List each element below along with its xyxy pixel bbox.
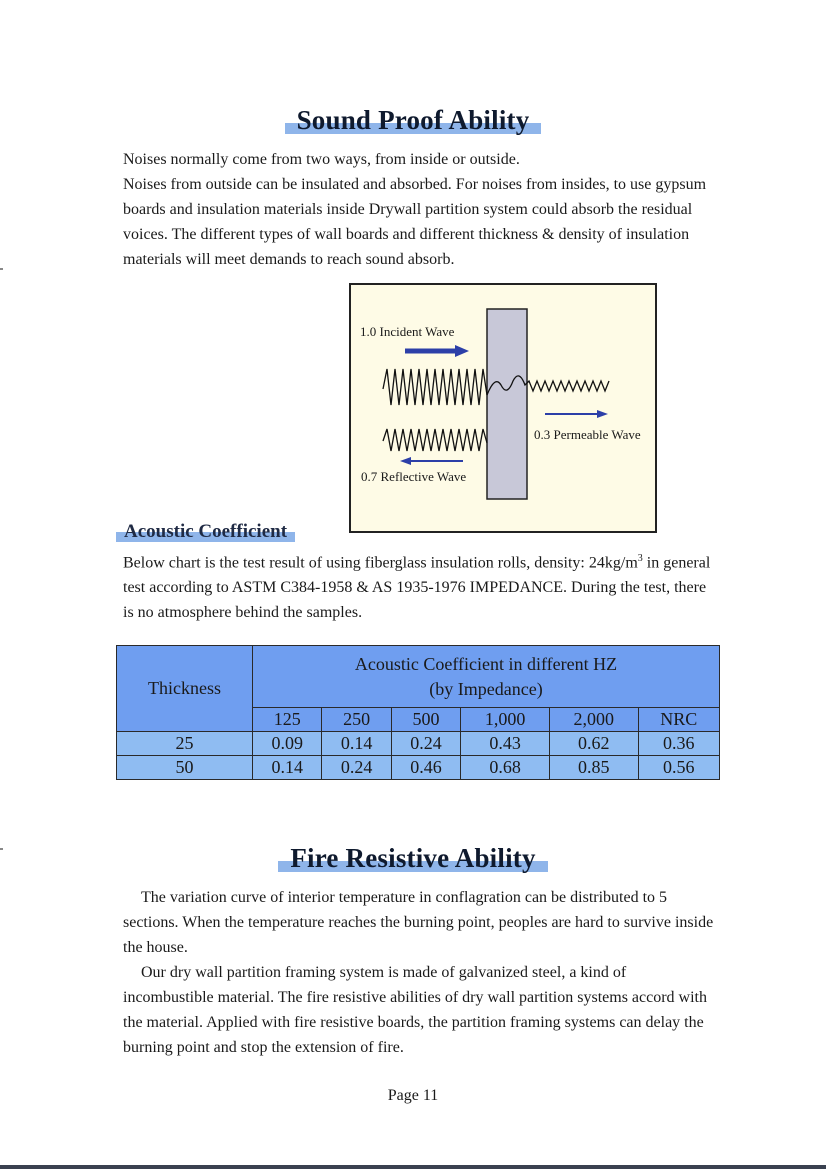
sound-proof-title-text: Sound Proof Ability [285,105,542,136]
acoustic-heading: Acoustic Coefficient [116,521,295,543]
reflective-wave [383,429,487,451]
table-row [117,756,720,780]
acoustic-coefficient-table [116,645,720,780]
edge-mark [0,268,3,270]
sound-wave-diagram [349,283,657,533]
coefficient-group-header [253,646,720,708]
value-cell: 0.62 [549,732,638,756]
thickness-cell: 50 [117,756,253,780]
permeable-arrow-head [597,410,608,418]
column-header: 125 [253,708,322,732]
value-cell: 0.85 [549,756,638,780]
acoustic-text-part2: in general test according to ASTM C384-1958 & AS 1935-1976 IMPEDANCE. During the test, there is no atmosphere behind the samples. [123,554,711,622]
value-cell: 0.68 [461,756,550,780]
value-cell: 0.14 [253,756,322,780]
value-cell: 0.24 [391,732,460,756]
value-cell: 0.56 [638,756,719,780]
value-cell: 0.24 [322,756,391,780]
column-header: 250 [322,708,391,732]
page-number: Page 11 [387,1087,439,1104]
table-row [117,732,720,756]
column-header: NRC [638,708,719,732]
incident-arrow-head [455,345,469,357]
column-header: 1,000 [461,708,550,732]
incident-wave-label: 1.0 Incident Wave [360,324,455,339]
sound-proof-text [123,147,723,272]
permeable-wave-label: 0.3 Permeable Wave [534,427,641,442]
acoustic-text [123,546,713,625]
column-header: 500 [391,708,460,732]
value-cell: 0.46 [391,756,460,780]
group-header-line2: (by Impedance) [429,678,543,699]
value-cell: 0.14 [322,732,391,756]
value-cell: 0.09 [253,732,322,756]
reflective-wave-label: 0.7 Reflective Wave [361,469,467,484]
page-bottom-border [0,1165,826,1169]
thickness-cell: 25 [117,732,253,756]
acoustic-superscript: 3 [637,553,643,564]
fire-resistive-title [0,843,826,874]
wall-panel [487,309,527,499]
thickness-header: Thickness [117,646,253,732]
sound-paragraph-2: Noises from outside can be insulated and absorbed. For noises from insides, to use gypsum boards and insulation materials inside Drywall partition system could absorb the residual voices. The different types of wall boards and different thickness & density of insulation materials will meet demands to reach sound absorb. [123,176,707,268]
sound-paragraph-1: Noises normally come from two ways, from inside or outside. [123,151,520,168]
acoustic-text-part1: Below chart is the test result of using fiberglass insulation rolls, density: 24kg/m [123,554,638,572]
group-header-line1: Acoustic Coefficient in different HZ [354,653,618,674]
sound-proof-title [0,105,826,136]
incident-wave [383,369,487,405]
fire-paragraph-1: The variation curve of interior temperature in conflagration can be distributed to 5 sections. When the temperature reaches the burning point, peoples are hard to survive inside the house. [123,889,714,956]
fire-paragraph-2: Our dry wall partition framing system is made of galvanized steel, a kind of incombustible material. The fire resistive abilities of dry wall partition systems accord with the material. Applied with fire resistive boards, the partition framing systems can delay the burning point and stop the extension of fire. [123,964,707,1056]
value-cell: 0.43 [461,732,550,756]
column-header: 2,000 [549,708,638,732]
table-header-row [117,646,720,708]
reflective-arrow-head [400,457,411,465]
value-cell: 0.36 [638,732,719,756]
fire-resistive-text [123,885,718,1060]
wave-illustration [351,285,655,531]
fire-resistive-title-text: Fire Resistive Ability [278,843,547,874]
